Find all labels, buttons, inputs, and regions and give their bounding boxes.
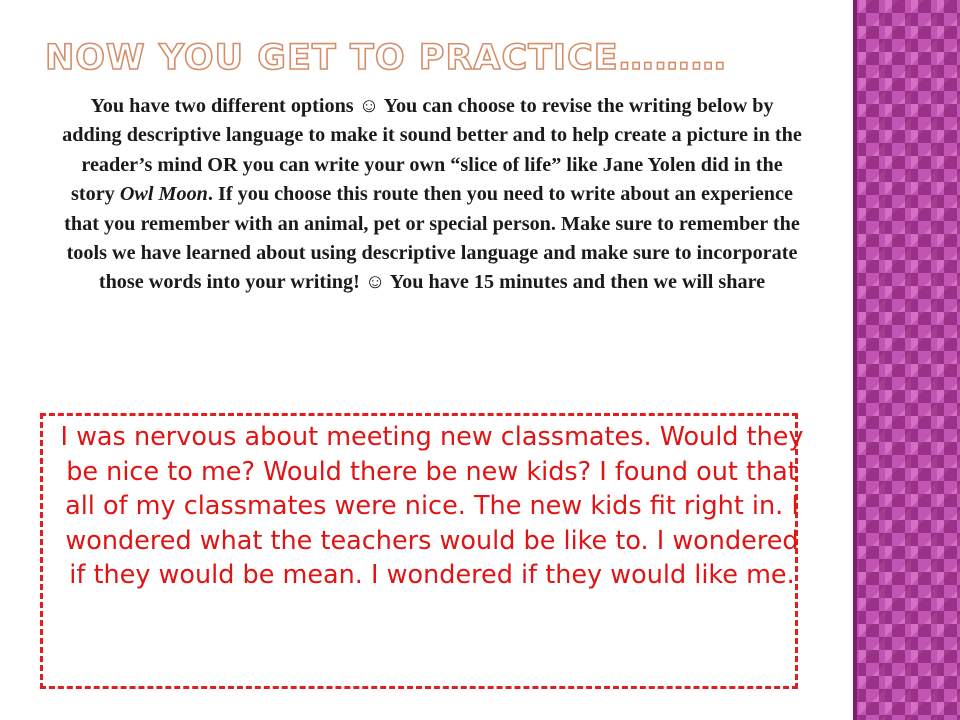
instructions-text-3: . If you choose this route then you need to write about an experience that you remember with an animal, pet or special person. Make sure to remember the tools we have learned about using descriptive language and make sure to incorporate those words into your writing!	[64, 183, 800, 294]
smiley-icon: ☺	[364, 271, 386, 294]
smiley-icon: ☺	[358, 95, 380, 117]
instructions-paragraph	[62, 92, 802, 298]
slide-title: NOW YOU GET TO PRACTICE………	[45, 38, 727, 78]
decorative-side-panel	[853, 0, 960, 720]
sample-writing-text: I was nervous about meeting new classmates. Would they be nice to me? Would there be new kids? I found out that all of my classmates were nice. The new kids fit right in. I wondered what the teachers would be like to. I wondered if they would be mean. I wondered if they would like me.	[60, 422, 804, 590]
instructions-text-2: You can choose to revise the writing below by adding descriptive language to make it sound better and to help create a picture in the reader’s mind OR you can write your own “slice of life” like Jane Yolen did in the story	[62, 95, 802, 206]
instructions-text-1: You have two different options	[90, 95, 359, 117]
book-title: Owl Moon	[119, 183, 208, 206]
instructions-text-4: You have 15 minutes and then we will share	[385, 271, 766, 294]
side-panel-border	[853, 0, 857, 720]
